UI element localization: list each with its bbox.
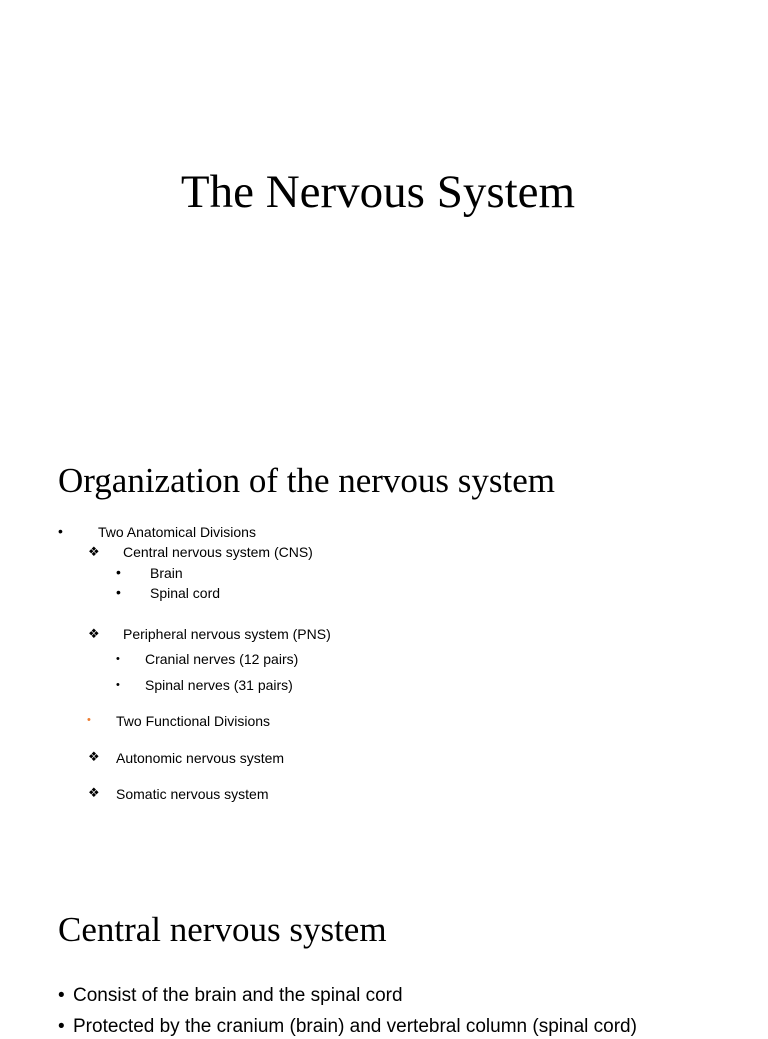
- organization-heading: Organization of the nervous system: [58, 461, 556, 500]
- diamond-bullet-icon: ❖: [88, 749, 100, 764]
- diamond-bullet-icon: ❖: [88, 785, 100, 800]
- pns-label: Peripheral nervous system (PNS): [123, 626, 331, 642]
- cns-bullet-2: Protected by the cranium (brain) and vertebral column (spinal cord): [73, 1016, 637, 1037]
- anatomical-divisions-label: Two Anatomical Divisions: [98, 524, 256, 540]
- brain-label: Brain: [150, 565, 183, 581]
- functional-divisions-label: Two Functional Divisions: [116, 713, 271, 729]
- somatic-label: Somatic nervous system: [116, 786, 269, 802]
- autonomic-label: Autonomic nervous system: [116, 750, 285, 766]
- bullet-icon: •: [58, 523, 63, 539]
- cns-heading: Central nervous system: [58, 910, 387, 949]
- diamond-bullet-icon: ❖: [88, 544, 100, 559]
- spinal-cord-label: Spinal cord: [150, 585, 221, 601]
- bullet-icon: •: [116, 564, 121, 580]
- small-bullet-icon: •: [116, 653, 120, 665]
- cns-label: Central nervous system (CNS): [123, 544, 313, 560]
- slide-title: The Nervous System: [180, 166, 576, 218]
- spinal-nerves-label: Spinal nerves (31 pairs): [145, 677, 293, 693]
- orange-bullet-icon: •: [87, 714, 91, 726]
- small-bullet-icon: •: [116, 679, 120, 691]
- bullet-icon: •: [116, 584, 121, 600]
- bullet-icon: •: [58, 985, 65, 1006]
- cranial-nerves-label: Cranial nerves (12 pairs): [145, 651, 299, 667]
- diamond-bullet-icon: ❖: [88, 626, 100, 641]
- cns-bullet-1: Consist of the brain and the spinal cord: [73, 985, 403, 1006]
- bullet-icon: •: [58, 1016, 65, 1037]
